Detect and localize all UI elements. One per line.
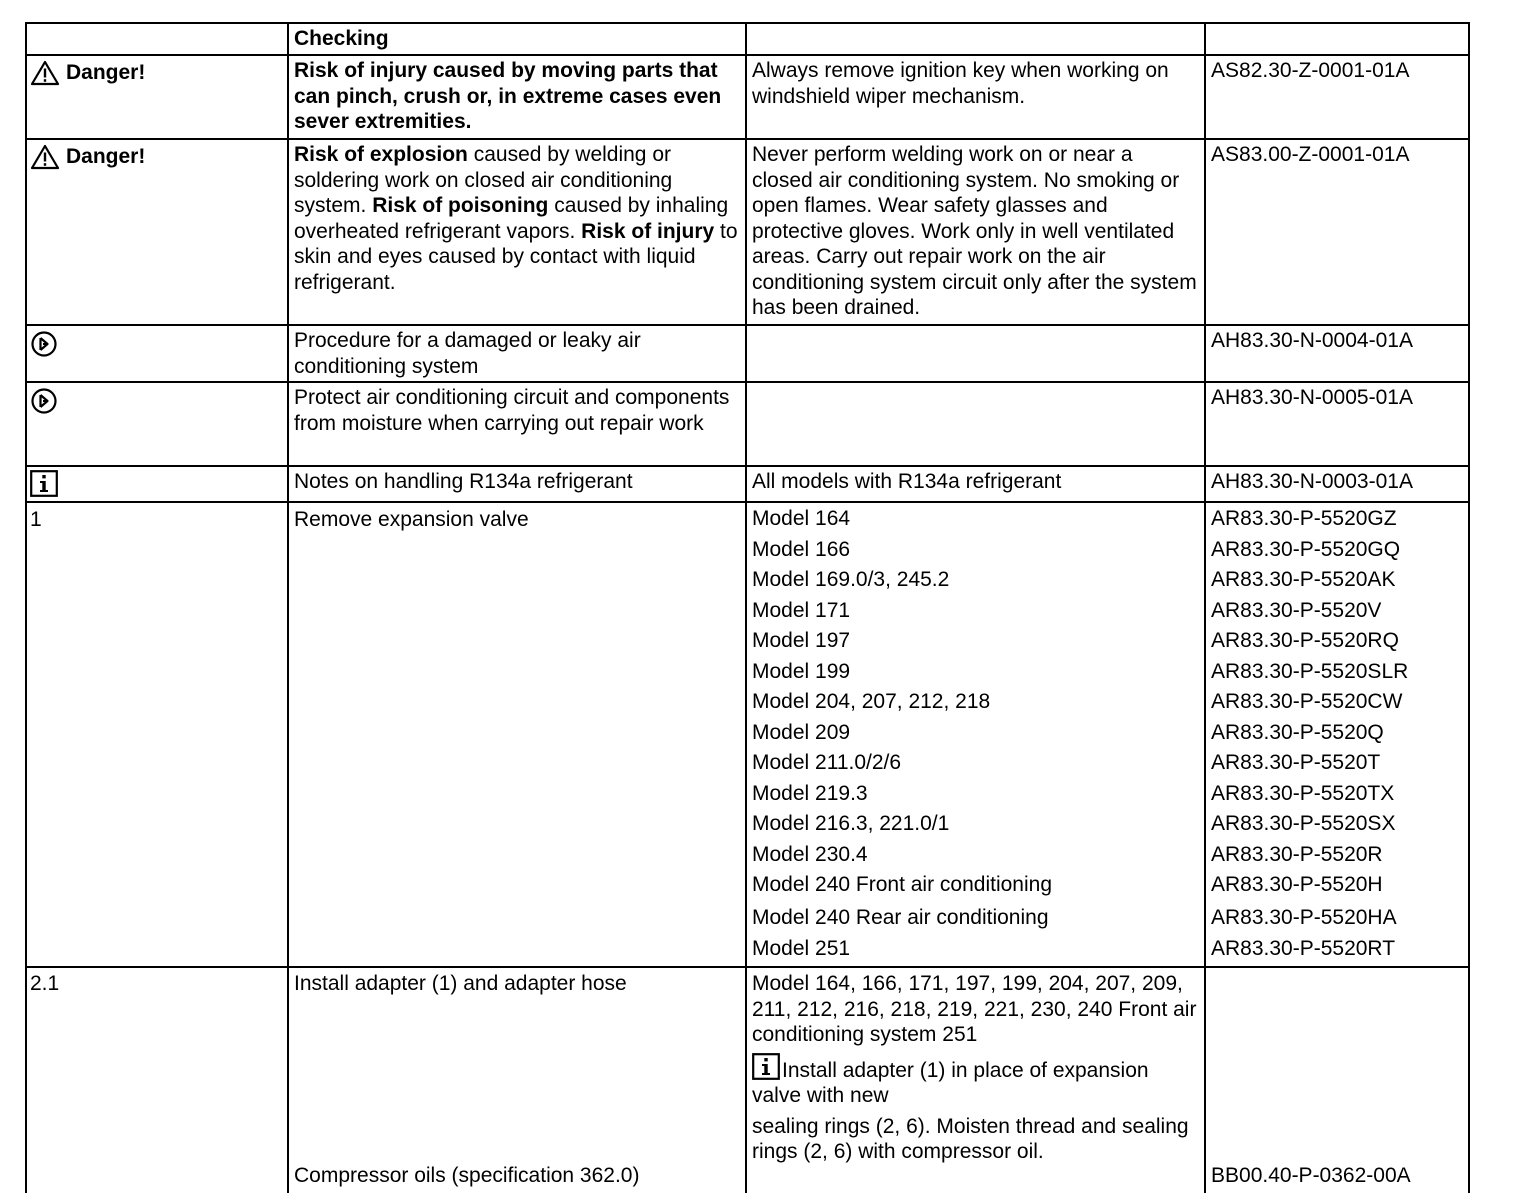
document-reference: BB00.40-P-0362-00A (1211, 1164, 1411, 1187)
model-reference: AR83.30-P-5520SX (1211, 812, 1396, 835)
document-reference: AH83.30-N-0003-01A (1205, 466, 1469, 502)
model-item: Model 216.3, 221.0/1 (752, 812, 950, 835)
model-item: Model 240 Front air conditioning (752, 873, 1053, 896)
document-reference: AS83.00-Z-0001-01A (1205, 139, 1469, 325)
model-list (746, 502, 1205, 967)
model-item: Model 230.4 (752, 842, 868, 866)
model-reference: AR83.30-P-5520T (1211, 751, 1381, 774)
danger-cell (26, 139, 288, 325)
empty-cell (746, 325, 1205, 382)
document-reference: AH83.30-N-0004-01A (1205, 325, 1469, 382)
table-row-info (26, 466, 1469, 502)
model-item: Model 164 (752, 507, 851, 530)
table-header-row (26, 23, 1469, 55)
model-reference: AR83.30-P-5520TX (1211, 781, 1395, 805)
model-reference: AR83.30-P-5520GZ (1211, 507, 1397, 530)
model-item: Model 171 (752, 598, 851, 622)
header-cell-empty (1205, 23, 1469, 55)
model-item: Model 169.0/3, 245.2 (752, 568, 950, 591)
environment-cell (26, 325, 288, 382)
danger-instruction: Never perform welding work on or near a closed air conditioning system. No smoking or open flames. Wear safety glasses and protective gloves. Work only in well ventilated areas. Carry out repair work on the air conditioning system circuit only after the system has been drained. (746, 139, 1205, 325)
model-reference: AR83.30-P-5520CW (1211, 690, 1403, 713)
empty-cell (746, 382, 1205, 466)
step-number: 2.1 (26, 967, 288, 1193)
model-reference: AR83.30-P-5520HA (1211, 905, 1397, 929)
step-description: Install adapter (1) and adapter hose Compressor oils (specification 362.0) (288, 967, 746, 1193)
header-cell-empty (26, 23, 288, 55)
info-cell (26, 466, 288, 502)
environment-note-icon (30, 330, 58, 358)
model-item: Model 211.0/2/6 (752, 751, 902, 774)
model-item: Model 240 Rear air conditioning (752, 905, 1049, 929)
environment-description: Procedure for a damaged or leaky air conditioning system (288, 325, 746, 382)
danger-label: Danger! (30, 60, 282, 86)
table-row-environment-2 (26, 382, 1469, 466)
table-row-environment-1 (26, 325, 1469, 382)
info-description: Notes on handling R134a refrigerant (288, 466, 746, 502)
model-reference: AR83.30-P-5520R (1211, 842, 1383, 866)
model-reference: AR83.30-P-5520RQ (1211, 629, 1399, 652)
step-description: Remove expansion valve (288, 502, 746, 967)
model-reference: AR83.30-P-5520AK (1211, 568, 1396, 591)
step-instruction (746, 967, 1205, 1193)
model-item: Model 197 (752, 629, 851, 652)
document-page (25, 22, 1468, 1193)
model-item: Model 219.3 (752, 781, 868, 805)
model-reference: AR83.30-P-5520RT (1211, 936, 1396, 960)
info-icon (752, 1053, 780, 1080)
table-row-step-1 (26, 502, 1469, 967)
danger-instruction: Always remove ignition key when working on windshield wiper mechanism. (746, 55, 1205, 139)
model-reference: AR83.30-P-5520SLR (1211, 659, 1409, 683)
step-number: 1 (26, 502, 288, 967)
environment-cell (26, 382, 288, 466)
warning-triangle-icon (30, 144, 60, 170)
applicable-models: Model 164, 166, 171, 197, 199, 204, 207, 209, 211, 212, 216, 218, 219, 221, 230, 240 Front air conditioning system 251 (752, 972, 1197, 1046)
compressor-oil-text: Compressor oils (specification 362.0) (294, 1164, 640, 1187)
table-row-step-2-1 (26, 967, 1469, 1193)
environment-description: Protect air conditioning circuit and components from moisture when carrying out repair work (288, 382, 746, 466)
model-item: Model 251 (752, 936, 851, 960)
model-item: Model 199 (752, 659, 851, 683)
model-reference: AR83.30-P-5520V (1211, 598, 1382, 622)
reference-list (1205, 502, 1469, 967)
document-reference: AH83.30-N-0005-01A (1205, 382, 1469, 466)
table-row-danger-ac (26, 139, 1469, 325)
document-reference: AS82.30-Z-0001-01A (1205, 55, 1469, 139)
danger-description: Risk of explosion caused by welding or soldering work on closed air conditioning system. Risk of poisoning caused by inhaling overheated refrigerant vapors. Risk of injury to skin and eyes caused by contact with liquid refrigerant. (288, 139, 746, 325)
danger-label: Danger! (30, 144, 282, 170)
header-title: Checking (288, 23, 746, 55)
model-reference: AR83.30-P-5520Q (1211, 720, 1384, 744)
danger-cell (26, 55, 288, 139)
procedure-table (25, 22, 1470, 1193)
model-reference: AR83.30-P-5520GQ (1211, 537, 1401, 561)
reference-cell (1205, 967, 1469, 1193)
model-item: Model 166 (752, 537, 851, 561)
model-item: Model 204, 207, 212, 218 (752, 690, 991, 713)
header-cell-empty (746, 23, 1205, 55)
danger-description: Risk of injury caused by moving parts that can pinch, crush or, in extreme cases even sever extremities. (288, 55, 746, 139)
table-row-danger-wiper (26, 55, 1469, 139)
environment-note-icon (30, 387, 58, 415)
info-icon (30, 470, 58, 497)
sealing-note: sealing rings (2, 6). Moisten thread and sealing rings (2, 6) with compressor oil. (752, 1114, 1189, 1163)
info-instruction: All models with R134a refrigerant (746, 466, 1205, 502)
model-item: Model 209 (752, 720, 851, 744)
warning-triangle-icon (30, 60, 60, 86)
install-note: Install adapter (1) in place of expansion valve with new (752, 1053, 1199, 1109)
model-reference: AR83.30-P-5520H (1211, 873, 1383, 896)
